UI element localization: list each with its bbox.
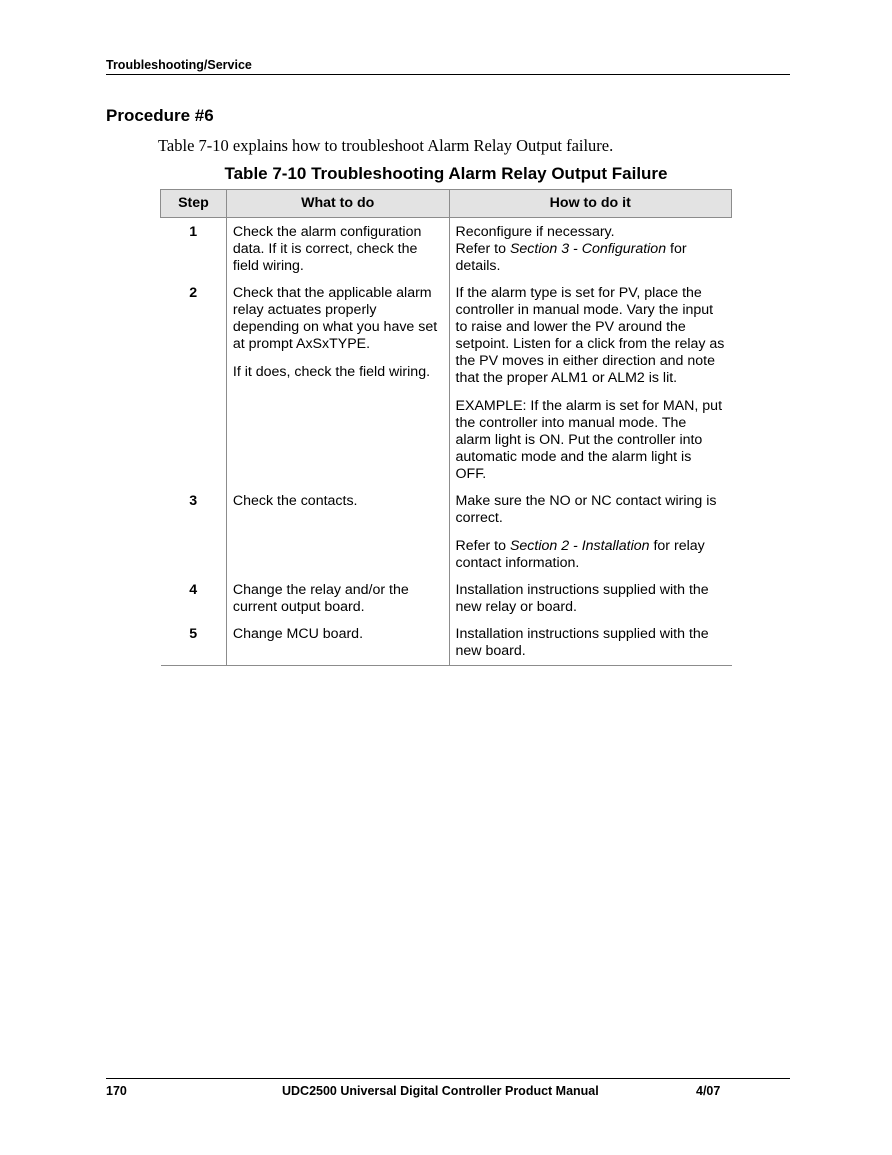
how-to-do-it-cell [449, 487, 731, 576]
step-number: 3 [189, 493, 198, 509]
publication-date: 4/07 [696, 1084, 721, 1098]
procedure-intro: Table 7-10 explains how to troubleshoot Alarm Relay Output failure. [158, 136, 614, 155]
what-to-do-cell [226, 487, 449, 576]
step-number: 1 [189, 224, 198, 240]
what-to-do-cell [226, 576, 449, 620]
how-to-do-it-text: Installation instructions supplied with the new relay or board. [455, 582, 709, 615]
running-footer [106, 1078, 790, 1103]
what-to-do-cell [226, 620, 449, 666]
section-reference: Section 2 - Installation [509, 538, 650, 554]
step-number: 5 [161, 620, 227, 666]
what-to-do-text: If it does, check the field wiring. [232, 364, 431, 380]
what-to-do-text: Change the relay and/or the current output board. [232, 582, 409, 615]
table-row [161, 279, 732, 487]
column-header-step: Step [161, 190, 227, 218]
section-reference: Section 3 - Configuration [509, 241, 667, 257]
refer-suffix: for details. [455, 241, 687, 274]
running-header: Troubleshooting/Service [106, 58, 790, 75]
how-to-do-it-cell [449, 576, 731, 620]
how-to-do-it-text: EXAMPLE: If the alarm is set for MAN, put the controller into manual mode. The alarm light is ON. Put the controller into automatic mode and the alarm light is OFF. [455, 398, 723, 482]
how-to-do-it-text: Make sure the NO or NC contact wiring is correct. [455, 493, 717, 526]
table-caption: Table 7-10 Troubleshooting Alarm Relay Output Failure [224, 164, 668, 183]
step-number: 4 [189, 582, 198, 598]
refer-prefix: Refer to [455, 241, 510, 257]
what-to-do-cell [226, 218, 449, 280]
manual-title: UDC2500 Universal Digital Controller Product Manual [282, 1084, 599, 1098]
how-to-do-it-cell [449, 218, 731, 280]
how-to-do-it-text: Installation instructions supplied with the new board. [455, 626, 709, 659]
page-number: 170 [106, 1084, 127, 1098]
how-to-do-it-text [456, 538, 726, 572]
refer-prefix: Refer to [455, 538, 510, 554]
how-to-do-it-text: If the alarm type is set for PV, place the controller in manual mode. Vary the input to raise and lower the PV around the setpoint. Listen for a click from the relay as the PV moves in either direction and note that the proper ALM1 or ALM2 is lit. [455, 285, 725, 386]
how-to-do-it-text [456, 224, 726, 275]
what-to-do-cell [226, 279, 449, 487]
how-to-do-it-cell [449, 279, 731, 487]
what-to-do-text: Change MCU board. [232, 626, 364, 642]
table-row [161, 620, 732, 666]
column-header-how-to-do-it: How to do it [449, 190, 731, 218]
what-to-do-text: Check the alarm configuration data. If it is correct, check the field wiring. [232, 224, 422, 274]
procedure-title: Procedure #6 [106, 106, 214, 125]
column-header-what-to-do: What to do [226, 190, 449, 218]
troubleshooting-table [160, 189, 732, 666]
refer-suffix: for relay contact information. [455, 538, 705, 571]
table-row [161, 218, 732, 280]
step-number: 2 [189, 285, 198, 301]
what-to-do-text: Check that the applicable alarm relay actuates properly depending on what you have set at prompt AxSxTYPE. [232, 285, 438, 352]
table-row [161, 487, 732, 576]
how-to-do-it-cell [449, 620, 731, 666]
what-to-do-text: Check the contacts. [232, 493, 358, 509]
how-text-line: Reconfigure if necessary. [455, 224, 615, 240]
table-header-row [161, 190, 732, 218]
table-row [161, 576, 732, 620]
